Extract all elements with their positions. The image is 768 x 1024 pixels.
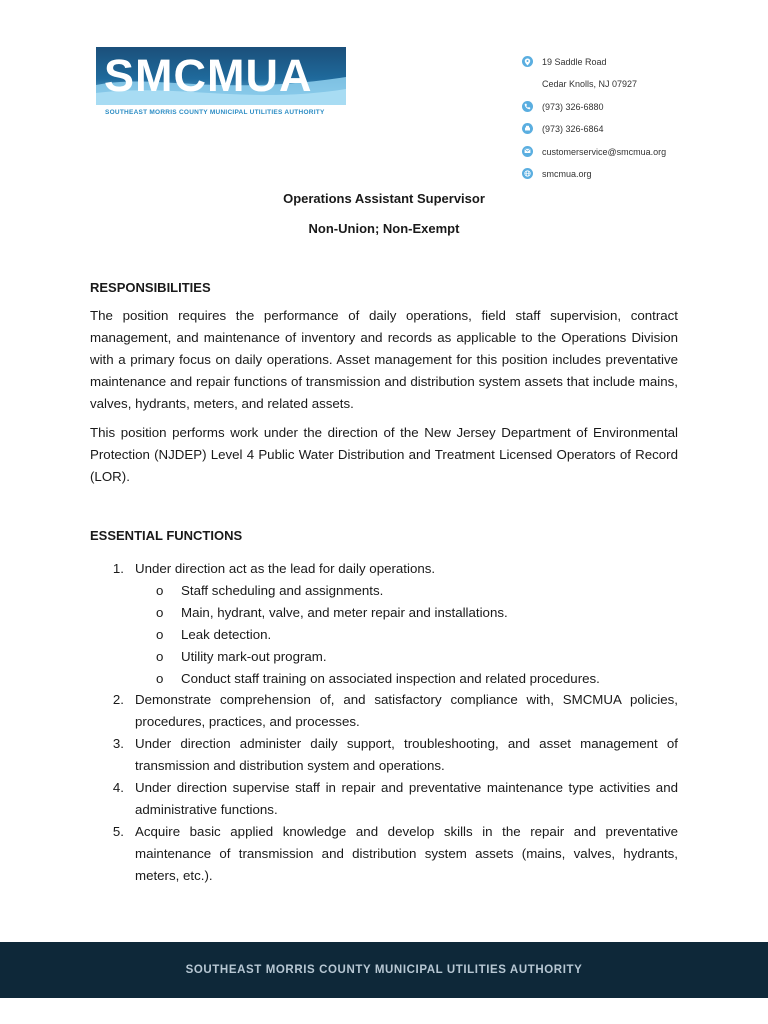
logo-wordmark: SMCMUA [104, 50, 313, 101]
smcmua-logo [96, 47, 346, 120]
list-item-text: Under direction administer daily support, troubleshooting, and asset management of transmission and distribution system and operations. [135, 736, 678, 773]
list-number: 4. [112, 780, 124, 795]
sub-list-item-text: Conduct staff training on associated inspection and related procedures. [181, 671, 600, 686]
contact-address-line1: 19 Saddle Road [542, 57, 607, 67]
sub-list-item-text: Staff scheduling and assignments. [181, 583, 384, 598]
job-title: Operations Assistant Supervisor [283, 191, 485, 206]
responsibilities-paragraph-2: This position performs work under the direction of the New Jersey Department of Environmental Protection (NJDEP) Level 4 Public Water Distribution and Treatment Licensed Operators of Record (LOR). [90, 425, 678, 484]
list-item [90, 733, 678, 777]
footer-bar [0, 942, 768, 998]
responsibilities-heading: RESPONSIBILITIES [90, 280, 211, 295]
sub-list-item-text: Leak detection. [181, 627, 272, 642]
list-item [90, 777, 678, 821]
list-number: 5. [112, 824, 124, 839]
contact-website[interactable]: smcmua.org [542, 168, 592, 179]
globe-icon [522, 168, 533, 179]
responsibilities-paragraph-1: The position requires the performance of daily operations, field staff supervision, contract management, and maintenance of inventory and records as applicable to the Operations Division with a primary focus on daily operations. Asset management for this position includes preventative maintenance and repair functions of transmission and distribution system assets that include mains, valves, hydrants, meters, and related assets. [90, 308, 678, 411]
list-number: 2. [112, 692, 124, 707]
list-item [90, 689, 678, 733]
job-classification: Non-Union; Non-Exempt [308, 221, 460, 236]
hollow-bullet-icon: o [156, 671, 164, 686]
sub-list-item-text: Main, hydrant, valve, and meter repair and installations. [181, 605, 508, 620]
essential-functions-heading: ESSENTIAL FUNCTIONS [90, 528, 243, 543]
contact-email[interactable]: customerservice@smcmua.org [542, 146, 667, 157]
hollow-bullet-icon: o [156, 583, 164, 598]
list-number: 1. [112, 561, 124, 576]
logo-subtitle: SOUTHEAST MORRIS COUNTY MUNICIPAL UTILITIES AUTHORITY [105, 109, 325, 116]
location-pin-icon [522, 56, 533, 67]
sub-list-item-text: Utility mark-out program. [181, 649, 327, 664]
hollow-bullet-icon: o [156, 605, 164, 620]
fax-icon [522, 123, 533, 134]
contact-phone[interactable]: (973) 326-6880 [542, 101, 604, 112]
list-item-text: Demonstrate comprehension of, and satisfactory compliance with, SMCMUA policies, procedures, practices, and processes. [135, 692, 678, 729]
list-item-text: Acquire basic applied knowledge and develop skills in the repair and preventative maintenance of transmission and distribution system assets (mains, valves, hydrants, meters, etc.). [135, 824, 678, 883]
list-item [90, 558, 678, 580]
contact-address-line2: Cedar Knolls, NJ 07927 [542, 79, 638, 90]
contact-fax[interactable]: (973) 326-6864 [542, 124, 604, 135]
phone-icon [522, 101, 533, 112]
list-item-text: Under direction act as the lead for daily operations. [135, 561, 436, 576]
hollow-bullet-icon: o [156, 627, 164, 642]
hollow-bullet-icon: o [156, 649, 164, 664]
footer-text: SOUTHEAST MORRIS COUNTY MUNICIPAL UTILITIES AUTHORITY [185, 964, 583, 976]
list-number: 3. [112, 736, 124, 751]
logo-banner [96, 47, 346, 105]
list-item-text: Under direction supervise staff in repair and preventative maintenance type activities and administrative functions. [135, 780, 678, 817]
email-icon [522, 146, 533, 157]
list-item [90, 821, 678, 887]
